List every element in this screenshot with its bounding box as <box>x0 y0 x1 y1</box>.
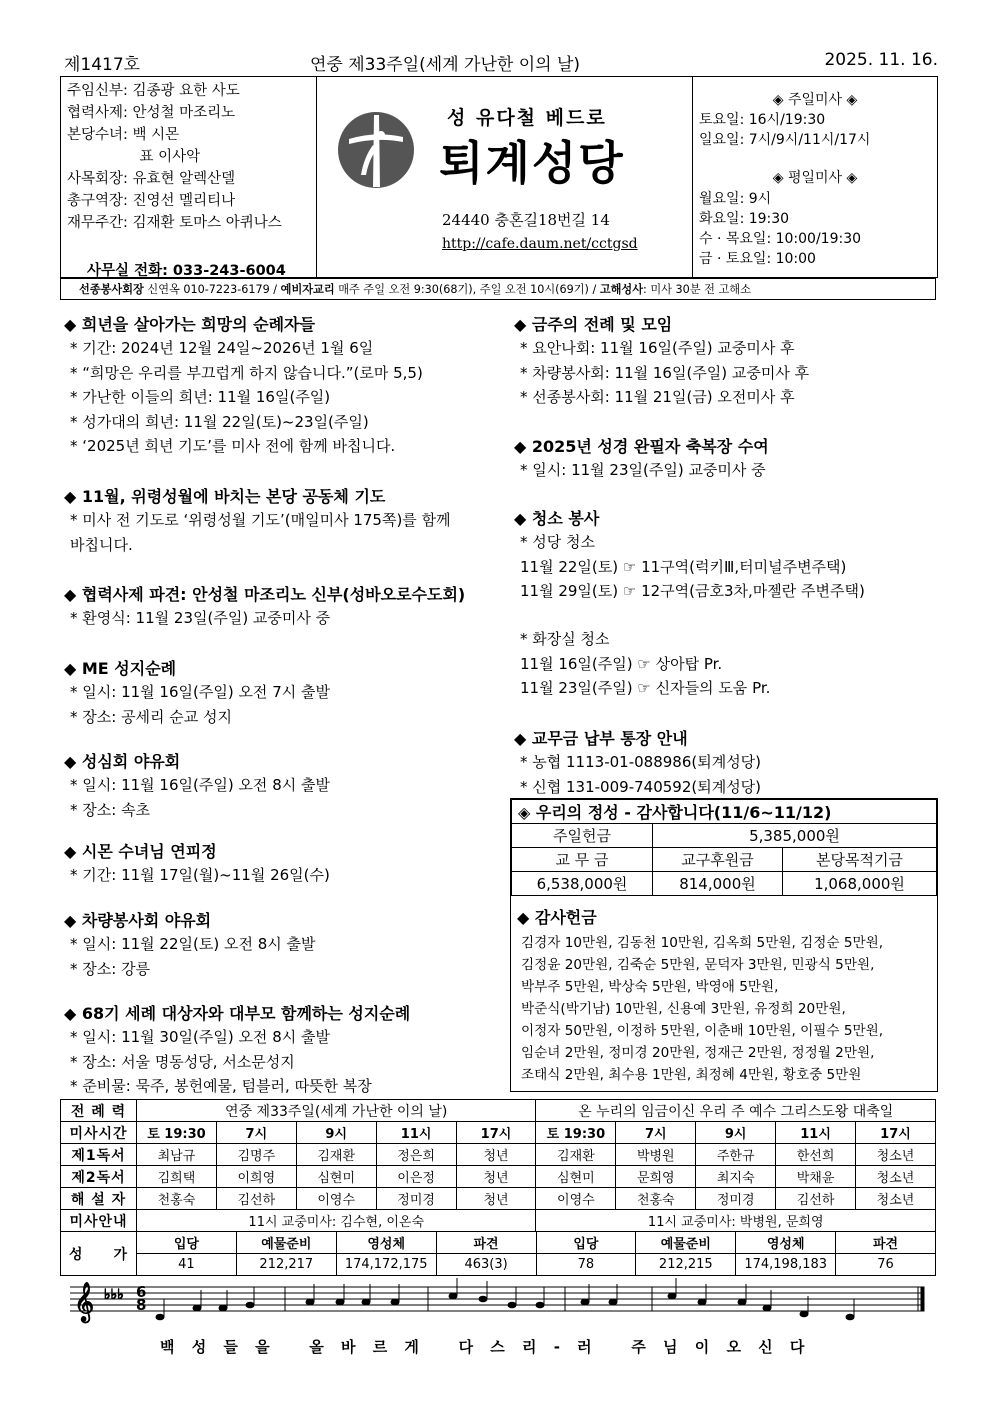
note-head-icon <box>698 1299 707 1306</box>
liturgy-cell: 청소년 <box>856 1188 936 1210</box>
offering-col-label: 교구후원금 <box>653 848 783 872</box>
section-title: ◆ 차량봉사회 야유회 <box>64 911 212 930</box>
liturgy-cell: 이영수 <box>536 1188 616 1210</box>
note-head-icon <box>800 1311 809 1318</box>
notice-item: 11월 23일(주일) ☞ 신자들의 도움 Pr. <box>520 679 771 697</box>
note-head-icon <box>306 1299 315 1306</box>
notice-item: * 준비물: 묵주, 봉헌예물, 텀블러, 따뜻한 복장 <box>70 1077 372 1095</box>
liturgy-cell: 박병원 <box>616 1144 696 1166</box>
liturgy-cell: 김재환 <box>536 1144 616 1166</box>
info-text-funeral: 신연옥 010-7223-6179 / <box>143 283 281 296</box>
hymn-header: 영성체 <box>736 1232 836 1254</box>
liturgy-cell: 김선하 <box>216 1188 296 1210</box>
liturgy-cell: 17시 <box>456 1122 536 1144</box>
staff-line: 표 이사악 <box>67 149 201 165</box>
offering-col-label: 본당목적기금 <box>782 848 936 872</box>
liturgy-cell: 정은희 <box>376 1144 456 1166</box>
hymn-number: 212,217 <box>236 1254 336 1276</box>
treble-clef-icon: 𝄞 <box>74 1282 95 1322</box>
liturgy-cell: 박채윤 <box>776 1166 856 1188</box>
final-bar-line <box>921 1287 924 1311</box>
info-text-confession: : 미사 30분 전 고해소 <box>643 283 751 296</box>
this-week-feast: 연중 제33주일(세계 가난한 이의 날) <box>137 1100 536 1122</box>
guide-this-week: 11시 교중미사: 김수현, 이온숙 <box>137 1210 536 1232</box>
note-head-icon <box>449 1293 458 1300</box>
liturgy-cell: 심현미 <box>296 1166 376 1188</box>
church-address: 24440 충혼길18번길 14 <box>442 211 610 229</box>
time-signature-top: 6 <box>136 1283 147 1301</box>
staff-list <box>61 77 317 277</box>
staff-line: 주임신부: 김종광 요한 사도 <box>67 83 240 99</box>
sunday-mass-row: 일요일: 7시/9시/11시/17시 <box>699 132 871 148</box>
hymn-header: 파견 <box>836 1232 936 1254</box>
liturgy-cell: 한선희 <box>776 1144 856 1166</box>
next-week-feast: 온 누리의 임금이신 우리 주 예수 그리스도왕 대축일 <box>536 1100 936 1122</box>
liturgy-cell: 주한규 <box>696 1144 776 1166</box>
liturgy-cell: 김선하 <box>776 1188 856 1210</box>
church-website-link[interactable]: http://cafe.daum.net/cctgsd <box>442 236 638 252</box>
notice-item: * 기간: 2024년 12월 24일~2026년 1월 6일 <box>70 339 374 357</box>
weekday-mass-row: 월요일: 9시 <box>699 191 772 207</box>
notice-item: * 일시: 11월 22일(토) 오전 8시 출발 <box>70 935 316 953</box>
liturgy-cell: 청소년 <box>856 1166 936 1188</box>
sunday-offering-value: 5,385,000원 <box>653 824 937 848</box>
hymn-header: 입당 <box>137 1232 237 1254</box>
liturgy-cell: 7시 <box>216 1122 296 1144</box>
notice-item: * 선종봉사회: 11월 21일(금) 오전미사 후 <box>520 388 795 406</box>
row-label: 성 가 <box>61 1232 137 1276</box>
liturgy-cell: 11시 <box>776 1122 856 1144</box>
notice-item: * 장소: 속초 <box>70 800 151 819</box>
notice-item: * 신협 131-009-740592(퇴계성당) <box>520 777 762 796</box>
thanks-line: 김경자 10만원, 김동천 10만원, 김옥희 5만원, 김정순 5만원, <box>521 935 884 951</box>
section-title: ◆ 성심회 야유회 <box>64 752 181 771</box>
notice-item: 11월 16일(주일) ☞ 상아탑 Pr. <box>520 654 723 673</box>
notice-item: * 일시: 11월 16일(주일) 오전 8시 출발 <box>70 776 330 794</box>
notice-item: * 차량봉사회: 11월 16일(주일) 교중미사 후 <box>520 363 810 382</box>
note-head-icon <box>362 1299 371 1306</box>
liturgy-cell: 최남규 <box>137 1144 217 1166</box>
notice-item: 바칩니다. <box>70 535 133 554</box>
note-head-icon <box>508 1302 517 1309</box>
liturgy-cell: 청년 <box>456 1144 536 1166</box>
sunday-mass-heading: ◈ 주일미사 ◈ <box>772 92 858 108</box>
weekday-mass-row: 금 · 토요일: 10:00 <box>699 251 816 267</box>
office-phone: 사무실 전화: 033-243-6004 <box>87 263 286 279</box>
notice-item: * 기간: 11월 17일(월)~11월 26일(수) <box>70 866 330 884</box>
guide-next-week: 11시 교중미사: 박병원, 문희영 <box>536 1210 936 1232</box>
liturgy-cell: 9시 <box>296 1122 376 1144</box>
row-label: 제2독서 <box>61 1166 137 1188</box>
thanks-line: 임순녀 2만원, 정미경 20만원, 정재근 2만원, 정정월 2만원, <box>521 1045 875 1061</box>
offering-col-label: 교 무 금 <box>512 848 653 872</box>
liturgy-cell: 천홍숙 <box>616 1188 696 1210</box>
staff-line: 재무주간: 김재환 토마스 아퀴나스 <box>67 215 282 231</box>
hymn-number: 174,172,175 <box>336 1254 436 1276</box>
note-head-icon <box>668 1293 677 1300</box>
liturgy-cell: 토 19:30 <box>137 1122 217 1144</box>
row-label: 해 설 자 <box>61 1188 137 1210</box>
notice-item: * 장소: 강릉 <box>70 959 151 978</box>
notice-item: * 미사 전 기도로 ‘위령성월 기도’(매일미사 175쪽)를 함께 <box>70 511 451 529</box>
weekday-mass-row: 수 · 목요일: 10:00/19:30 <box>699 231 862 247</box>
hymn-number: 174,198,183 <box>736 1254 836 1276</box>
staff-line: 총구역장: 진영선 멜리티나 <box>67 193 236 209</box>
liturgy-cell: 김명주 <box>216 1144 296 1166</box>
offering-table <box>511 799 937 896</box>
row-label: 미사안내 <box>61 1210 137 1232</box>
hymn-header: 예물준비 <box>636 1232 736 1254</box>
thanks-line: 박준식(박기남) 10만원, 신용예 3만원, 유정희 20만원, <box>521 1001 846 1017</box>
notice-item: * 가난한 이들의 희년: 11월 16일(주일) <box>70 388 331 406</box>
note-head-icon <box>536 1302 545 1309</box>
liturgy-cell: 이희영 <box>216 1166 296 1188</box>
section-title: ◆ 68기 세례 대상자와 대부모 함께하는 성지순례 <box>64 1004 411 1023</box>
liturgy-cell: 김재환 <box>296 1144 376 1166</box>
section-title: ◆ 희년을 살아가는 희망의 순례자들 <box>64 315 315 334</box>
section-title: ◆ ME 성지순례 <box>64 659 177 678</box>
row-label: 미사시간 <box>61 1122 137 1144</box>
section-title: ◆ 금주의 전례 및 모임 <box>514 315 673 334</box>
offering-box <box>510 798 938 1092</box>
section-title: ◆ 11월, 위령성월에 바치는 본당 공동체 기도 <box>64 487 386 506</box>
bulletin-date: 2025. 11. 16. <box>824 50 938 70</box>
liturgy-cell: 최지숙 <box>696 1166 776 1188</box>
church-name: 퇴계성당 <box>439 136 625 190</box>
section-title: ◆ 청소 봉사 <box>514 509 600 528</box>
liturgy-cell: 천홍숙 <box>137 1188 217 1210</box>
staff-line: 본당수녀: 백 시몬 <box>67 127 180 143</box>
issue-number: 제1417호 <box>64 55 141 75</box>
score-lyrics: 백 성 들 을 올 바 르 게 다 스 리 - 러 주 님 이 오 신 다 <box>160 1338 811 1356</box>
section-title: ◆ 교무금 납부 통장 안내 <box>514 729 688 748</box>
masthead <box>60 76 938 278</box>
thanks-line: 박부주 5만원, 박상숙 5만원, 박영애 5만원, <box>521 979 779 995</box>
liturgy-cell: 9시 <box>696 1122 776 1144</box>
section-title: ◆ 협력사제 파견: 안성철 마조리노 신부(성바오로수도회) <box>64 585 466 604</box>
liturgy-cell: 청소년 <box>856 1144 936 1166</box>
hymn-header: 파견 <box>436 1232 536 1254</box>
notice-item: * 환영식: 11월 23일(주일) 교중미사 중 <box>70 609 331 627</box>
liturgy-cell: 문희영 <box>616 1166 696 1188</box>
liturgy-cell: 11시 <box>376 1122 456 1144</box>
note-head-icon <box>246 1302 255 1309</box>
church-logo-block <box>317 77 693 277</box>
liturgy-cell: 7시 <box>616 1122 696 1144</box>
thanks-title: ◆ 감사헌금 <box>517 908 597 927</box>
liturgy-table <box>60 1099 936 1276</box>
notice-item: * ‘2025년 희년 기도’를 미사 전에 함께 바칩니다. <box>70 437 396 455</box>
notice-item: * 성당 청소 <box>520 533 595 551</box>
music-score <box>60 1275 936 1365</box>
liturgy-cell: 정미경 <box>376 1188 456 1210</box>
note-head-icon <box>479 1296 488 1303</box>
staff-line: 사목회장: 유효현 알렉산델 <box>67 171 236 187</box>
notice-item: 11월 29일(토) ☞ 12구역(금호3차,마젤란 주변주택) <box>520 582 865 600</box>
note-head-icon <box>193 1305 202 1312</box>
sunday-offering-label: 주일헌금 <box>512 824 653 848</box>
note-head-icon <box>219 1305 228 1312</box>
info-label-confession: 고해성사 <box>599 283 644 296</box>
notice-item: * 성가대의 희년: 11월 22일(토)~23일(주일) <box>70 412 369 431</box>
section-title: ◆ 2025년 성경 완필자 축복장 수여 <box>514 437 769 456</box>
weekday-mass-heading: ◈ 평일미사 ◈ <box>772 170 858 186</box>
note-head-icon <box>738 1299 747 1306</box>
thanks-line: 조태식 2만원, 최수용 1만원, 최정혜 4만원, 황호중 5만원 <box>521 1067 862 1083</box>
note-head-icon <box>391 1299 400 1306</box>
hymn-number: 463(3) <box>436 1254 536 1276</box>
info-bar <box>60 278 936 300</box>
liturgy-cell: 17시 <box>856 1122 936 1144</box>
staff-line: 협력사제: 안성철 마조리노 <box>67 105 236 121</box>
note-head-icon <box>336 1299 345 1306</box>
liturgy-cell: 이영수 <box>296 1188 376 1210</box>
liturgy-cell: 김희택 <box>137 1166 217 1188</box>
hymn-number: 41 <box>137 1254 237 1276</box>
key-signature-flats-icon: ♭♭♭ <box>104 1287 124 1303</box>
weekday-mass-row: 화요일: 19:30 <box>699 211 790 227</box>
info-label-funeral: 선종봉사회장 <box>79 283 144 296</box>
hymn-number: 76 <box>836 1254 936 1276</box>
offering-title: ◈ 우리의 정성 - 감사합니다(11/6~11/12) <box>512 800 937 824</box>
note-head-icon <box>581 1299 590 1306</box>
notice-item: * 일시: 11월 23일(주일) 교중미사 중 <box>520 461 766 479</box>
notice-item: 11월 22일(토) ☞ 11구역(럭키Ⅲ,터미널주변주택) <box>520 557 847 576</box>
liturgy-cell: 심현미 <box>536 1166 616 1188</box>
row-label: 전 례 력 <box>61 1100 137 1122</box>
church-patron: 성 유다철 베드로 <box>447 107 607 129</box>
liturgy-cell: 이은정 <box>376 1166 456 1188</box>
note-head-icon <box>763 1305 772 1312</box>
offering-col-value: 814,000원 <box>653 872 783 896</box>
hymn-header: 입당 <box>536 1232 636 1254</box>
hymn-number: 212,215 <box>636 1254 736 1276</box>
notice-item: * 농협 1113-01-088986(퇴계성당) <box>520 753 762 771</box>
section-title: ◆ 시몬 수녀님 연피정 <box>64 842 217 861</box>
sunday-mass-row: 토요일: 16시/19:30 <box>699 112 826 128</box>
notice-item: * 화장실 청소 <box>520 630 610 648</box>
hymn-number: 78 <box>536 1254 636 1276</box>
bulletin-title: 연중 제33주일(세계 가난한 이의 날) <box>310 55 580 75</box>
notice-item: * 장소: 공세리 순교 성지 <box>70 707 233 726</box>
info-label-catechism: 예비자교리 <box>280 283 335 296</box>
liturgy-cell: 청년 <box>456 1166 536 1188</box>
notice-item: * 일시: 11월 16일(주일) 오전 7시 출발 <box>70 683 330 701</box>
offering-col-value: 6,538,000원 <box>512 872 653 896</box>
note-head-icon <box>156 1314 165 1321</box>
liturgy-cell: 토 19:30 <box>536 1122 616 1144</box>
cross-logo-icon <box>331 105 421 195</box>
note-head-icon <box>846 1314 855 1321</box>
info-text-catechism: 매주 주일 오전 9:30(68기), 주일 오전 10시(69기) / <box>334 283 600 296</box>
notice-item: * 일시: 11월 30일(주일) 오전 8시 출발 <box>70 1028 330 1046</box>
hymn-header: 영성체 <box>336 1232 436 1254</box>
notice-item: * “희망은 우리를 부끄럽게 하지 않습니다.”(로마 5,5) <box>70 363 423 382</box>
note-head-icon <box>609 1299 618 1306</box>
mass-schedule <box>693 77 937 277</box>
offering-col-value: 1,068,000원 <box>782 872 936 896</box>
notice-item: * 장소: 서울 명동성당, 서소문성지 <box>70 1052 295 1071</box>
row-label: 제1독서 <box>61 1144 137 1166</box>
liturgy-cell: 청년 <box>456 1188 536 1210</box>
liturgy-cell: 정미경 <box>696 1188 776 1210</box>
hymn-header: 예물준비 <box>236 1232 336 1254</box>
thanks-line: 이정자 50만원, 이정하 5만원, 이춘배 10만원, 이필수 5만원, <box>521 1023 884 1039</box>
time-signature-bottom: 8 <box>136 1296 147 1314</box>
top-bar <box>60 50 938 74</box>
thanks-line: 김정윤 20만원, 김죽순 5만원, 문덕자 3만원, 민광식 5만원, <box>521 957 875 973</box>
notice-item: * 요안나회: 11월 16일(주일) 교중미사 후 <box>520 339 795 357</box>
